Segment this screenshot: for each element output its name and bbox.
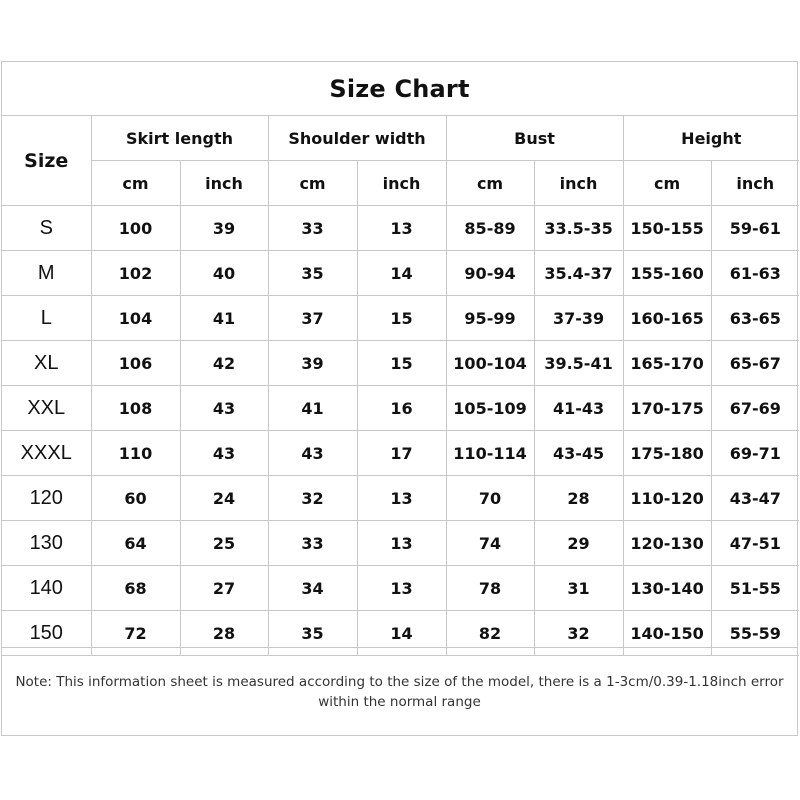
group-header-shoulder-width: Shoulder width — [268, 116, 446, 161]
size-label: S — [2, 206, 91, 251]
table-cell: 14 — [357, 251, 446, 296]
table-cell: 120-130 — [623, 521, 711, 566]
table-cell: 61-63 — [711, 251, 799, 296]
table-cell: 70 — [446, 476, 534, 521]
unit-header: cm — [446, 161, 534, 206]
size-label: 150 — [2, 611, 91, 656]
table-cell: 175-180 — [623, 431, 711, 476]
table-cell: 35 — [268, 611, 357, 656]
size-table — [2, 116, 799, 656]
unit-header: cm — [623, 161, 711, 206]
size-label: XXXL — [2, 431, 91, 476]
table-cell: 72 — [91, 611, 180, 656]
table-cell: 74 — [446, 521, 534, 566]
table-cell: 106 — [91, 341, 180, 386]
group-header-bust: Bust — [446, 116, 623, 161]
table-cell: 170-175 — [623, 386, 711, 431]
table-cell: 15 — [357, 341, 446, 386]
table-cell: 40 — [180, 251, 268, 296]
table-cell: 39 — [180, 206, 268, 251]
table-cell: 24 — [180, 476, 268, 521]
unit-header: cm — [268, 161, 357, 206]
table-cell: 13 — [357, 476, 446, 521]
table-cell: 33.5-35 — [534, 206, 623, 251]
group-header-height: Height — [623, 116, 799, 161]
table-cell: 95-99 — [446, 296, 534, 341]
table-cell: 29 — [534, 521, 623, 566]
table-cell: 15 — [357, 296, 446, 341]
unit-header: inch — [534, 161, 623, 206]
table-row — [2, 476, 799, 521]
table-row — [2, 386, 799, 431]
table-cell: 85-89 — [446, 206, 534, 251]
table-cell: 65-67 — [711, 341, 799, 386]
unit-header: inch — [711, 161, 799, 206]
size-label: XXL — [2, 386, 91, 431]
table-cell: 155-160 — [623, 251, 711, 296]
table-cell: 35 — [268, 251, 357, 296]
table-cell: 27 — [180, 566, 268, 611]
table-cell: 13 — [357, 566, 446, 611]
header-group-row — [2, 116, 799, 161]
table-cell: 78 — [446, 566, 534, 611]
size-column-header: Size — [2, 116, 91, 206]
table-cell: 33 — [268, 521, 357, 566]
table-cell: 28 — [534, 476, 623, 521]
table-cell: 34 — [268, 566, 357, 611]
table-row — [2, 431, 799, 476]
size-label: 120 — [2, 476, 91, 521]
table-cell: 102 — [91, 251, 180, 296]
table-cell: 35.4-37 — [534, 251, 623, 296]
table-cell: 37 — [268, 296, 357, 341]
table-cell: 64 — [91, 521, 180, 566]
table-row — [2, 521, 799, 566]
table-cell: 100-104 — [446, 341, 534, 386]
table-cell: 13 — [357, 521, 446, 566]
unit-header: inch — [357, 161, 446, 206]
table-cell: 41 — [268, 386, 357, 431]
measurement-note — [2, 647, 797, 735]
table-cell: 60 — [91, 476, 180, 521]
size-chart-sheet — [1, 61, 798, 736]
table-cell: 110-114 — [446, 431, 534, 476]
table-cell: 67-69 — [711, 386, 799, 431]
table-cell: 47-51 — [711, 521, 799, 566]
table-cell: 43-47 — [711, 476, 799, 521]
table-cell: 39.5-41 — [534, 341, 623, 386]
table-cell: 51-55 — [711, 566, 799, 611]
table-cell: 59-61 — [711, 206, 799, 251]
size-label: L — [2, 296, 91, 341]
size-label: M — [2, 251, 91, 296]
table-cell: 55-59 — [711, 611, 799, 656]
title-bar — [2, 62, 797, 116]
table-cell: 100 — [91, 206, 180, 251]
page-title: Size Chart — [329, 74, 470, 103]
table-cell: 105-109 — [446, 386, 534, 431]
table-cell: 37-39 — [534, 296, 623, 341]
table-row — [2, 566, 799, 611]
note-text: Note: This information sheet is measured according to the size of the model, there is a 1-3cm/0.39-1.18inch error within the normal range — [15, 673, 784, 710]
table-cell: 17 — [357, 431, 446, 476]
size-label: 140 — [2, 566, 91, 611]
table-cell: 69-71 — [711, 431, 799, 476]
table-cell: 41 — [180, 296, 268, 341]
table-cell: 68 — [91, 566, 180, 611]
table-cell: 13 — [357, 206, 446, 251]
table-cell: 140-150 — [623, 611, 711, 656]
table-cell: 150-155 — [623, 206, 711, 251]
size-label: XL — [2, 341, 91, 386]
table-cell: 42 — [180, 341, 268, 386]
unit-header: inch — [180, 161, 268, 206]
table-cell: 31 — [534, 566, 623, 611]
table-cell: 28 — [180, 611, 268, 656]
table-cell: 130-140 — [623, 566, 711, 611]
table-cell: 32 — [534, 611, 623, 656]
table-cell: 63-65 — [711, 296, 799, 341]
table-cell: 39 — [268, 341, 357, 386]
table-cell: 43 — [180, 386, 268, 431]
unit-header: cm — [91, 161, 180, 206]
table-cell: 41-43 — [534, 386, 623, 431]
table-cell: 160-165 — [623, 296, 711, 341]
size-table-body — [2, 116, 799, 656]
table-cell: 16 — [357, 386, 446, 431]
header-unit-row — [2, 161, 799, 206]
table-row — [2, 341, 799, 386]
table-cell: 110 — [91, 431, 180, 476]
table-cell: 104 — [91, 296, 180, 341]
table-cell: 32 — [268, 476, 357, 521]
table-cell: 165-170 — [623, 341, 711, 386]
table-cell: 108 — [91, 386, 180, 431]
table-cell: 110-120 — [623, 476, 711, 521]
table-cell: 82 — [446, 611, 534, 656]
size-label: 130 — [2, 521, 91, 566]
table-cell: 43-45 — [534, 431, 623, 476]
table-cell: 43 — [180, 431, 268, 476]
table-row — [2, 206, 799, 251]
table-row — [2, 296, 799, 341]
table-cell: 33 — [268, 206, 357, 251]
table-cell: 14 — [357, 611, 446, 656]
table-cell: 25 — [180, 521, 268, 566]
group-header-skirt-length: Skirt length — [91, 116, 268, 161]
table-row — [2, 251, 799, 296]
table-cell: 43 — [268, 431, 357, 476]
table-cell: 90-94 — [446, 251, 534, 296]
